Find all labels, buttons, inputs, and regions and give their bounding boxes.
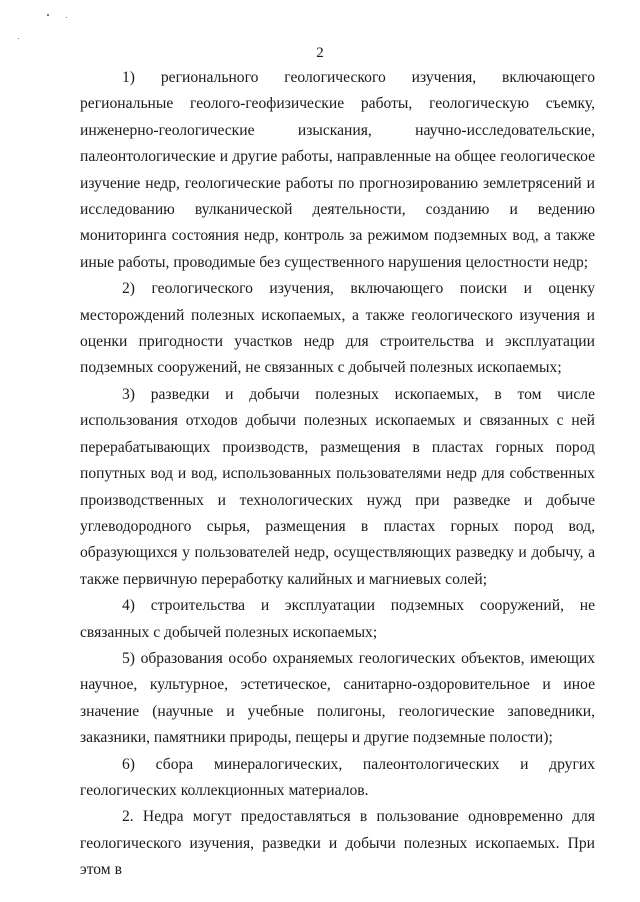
scan-speck [47, 14, 49, 16]
paragraph-item-5: 5) образования особо охраняемых геологических объектов, имеющих научное, культурное, эстетическое, санитарно-оздоровительное и иное значение (научные и учебные полигоны, геологические заповедники, заказники, памятники природы, пещеры и другие подземные полости); [80, 649, 595, 747]
page-number: 2 [316, 45, 324, 61]
paragraph-item-4: 4) строительства и эксплуатации подземных сооружений, не связанных с добычей полезных ископаемых; [80, 597, 595, 641]
paragraph-item-2: 2) геологического изучения, включающего поиски и оценку месторождений полезных ископаемых, а также геологического изучения и оценки пригодности участков недр для строительства и эксплуатации подземных сооружений, не связанных с добычей полезных ископаемых; [80, 280, 595, 377]
scan-speck [66, 17, 67, 18]
scan-speck [18, 38, 19, 39]
paragraph-item-6: 6) сбора минералогических, палеонтологических и других геологических коллекционных материалов. [80, 755, 595, 799]
paragraph-section-2: 2. Недра могут предоставляться в пользование одновременно для геологического изучения, разведки и добычи полезных ископаемых. При этом в [80, 808, 595, 879]
paragraph-item-3: 3) разведки и добычи полезных ископаемых, в том числе использования отходов добычи полезных ископаемых и связанных с ней перерабатывающих производств, размещения в пластах горных пород попутных вод и вод, использованных пользователями недр для собственных производственных и технологических нужд при разведке и добыче углеводородного сырья, размещения в пластах горных пород вод, образующихся у пользователей недр, осуществляющих разведку и добычу, а также первичную переработку калийных и магниевых солей; [80, 385, 595, 588]
document-body [80, 65, 595, 884]
paragraph-item-1: 1) регионального геологического изучения, включающего региональные геолого-геофизические работы, геологическую съемку, инженерно-геологические изыскания, научно-исследовательские, палеонтологические и другие работы, направленные на общее геологическое изучение недр, геологические работы по прогнозированию землетрясений и исследованию вулканической деятельности, созданию и ведению мониторинга состояния недр, контроль за режимом подземных вод, а также иные работы, проводимые без существенного нарушения целостности недр; [80, 69, 595, 271]
